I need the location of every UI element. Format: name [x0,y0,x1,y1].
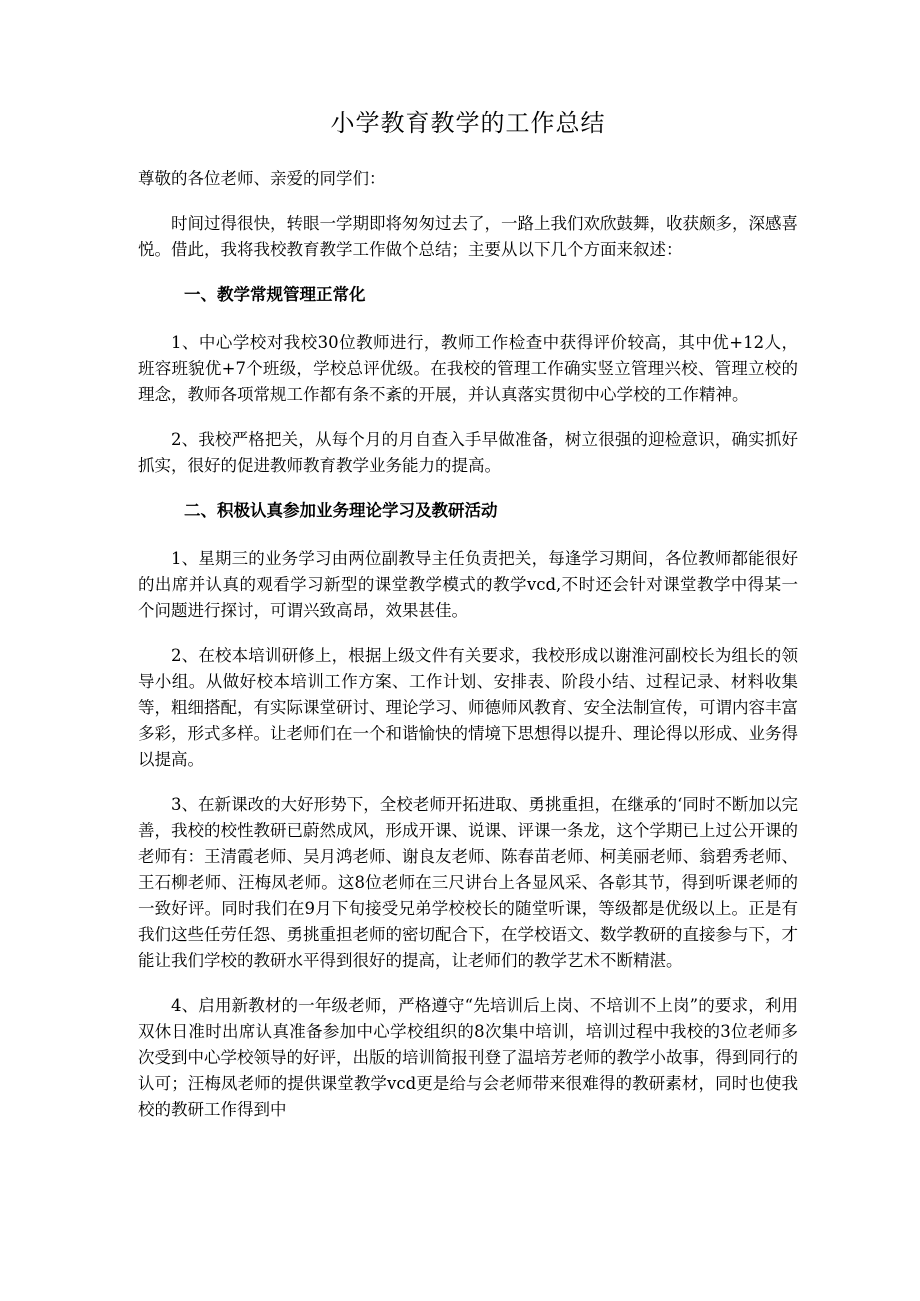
section-heading-1: 一、教学常规管理正常化 [184,285,366,304]
section-2-paragraph-2: 2、在校本培训研修上，根据上级文件有关要求，我校形成以谢淮河副校长为组长的领导小组。从做好校本培训工作方案、工作计划、安排表、阶段小结、过程记录、材料收集等，粗细搭配，有实际课堂研讨、理论学习、师德师风教育、安全法制宣传，可谓内容丰富多彩，形式多样。让老师们在一个和谐愉快的情境下思想得以提升、理论得以形成、业务得以提高。 [138,646,798,769]
greeting: 尊敬的各位老师、亲爱的同学们： [138,169,386,188]
section-heading-2: 二、积极认真参加业务理论学习及教研活动 [184,501,498,520]
document-page [138,106,798,1142]
document-title: 小学教育教学的工作总结 [330,109,606,137]
intro-paragraph: 时间过得很快，转眼一学期即将匆匆过去了，一路上我们欢欣鼓舞，收获颇多，深感喜悦。借此，我将我校教育教学工作做个总结；主要从以下几个方面来叙述： [138,214,798,259]
section-2-paragraph-1: 1、星期三的业务学习由两位副教导主任负责把关，每逢学习期间，各位教师都能很好的出席并认真的观看学习新型的课堂教学模式的教学vcd,不时还会针对课堂教学中得某一个问题进行探讨，可谓兴致高昂，效果甚佳。 [138,549,798,620]
section-2-paragraph-3: 3、在新课改的大好形势下，全校老师开拓进取、勇挑重担，在继承的‘同时不断加以完善，我校的校性教研已蔚然成风，形成开课、说课、评课一条龙，这个学期已上过公开课的老师有：王清霞老师、吴月鸿老师、谢良友老师、陈春苗老师、柯美丽老师、翁碧秀老师、王石柳老师、汪梅凤老师。这8位老师在三尺讲台上各显风采、各彰其节，得到听课老师的一致好评。同时我们在9月下旬接受兄弟学校校长的随堂听课，等级都是优级以上。正是有我们这些任劳任怨、勇挑重担老师的密切配合下，在学校语文、数学教研的直接参与下，才能让我们学校的教研水平得到很好的提高，让老师们的教学艺术不断精湛。 [138,795,798,970]
section-1-paragraph-1: 1、中心学校对我校30位教师进行，教师工作检查中获得评价较高，其中优+12人，班容班貌优+7个班级，学校总评优级。在我校的管理工作确实竖立管理兴校、管理立校的理念，教师各项常规工作都有条不紊的开展，并认真落实贯彻中心学校的工作精神。 [138,333,798,404]
section-1-paragraph-2: 2、我校严格把关，从每个月的月自查入手早做准备，树立很强的迎检意识，确实抓好抓实，很好的促进教师教育教学业务能力的提高。 [138,430,798,475]
section-2-paragraph-4: 4、启用新教材的一年级老师，严格遵守“先培训后上岗、不培训不上岗”的要求，利用双休日准时出席认真准备参加中心学校组织的8次集中培训，培训过程中我校的3位老师多次受到中心学校领导的好评，出版的培训简报刊登了温培芳老师的教学小故事，得到同行的认可；汪梅凤老师的提供课堂教学vcd更是给与会老师带来很难得的教研素材，同时也使我校的教研工作得到中 [138,996,798,1119]
